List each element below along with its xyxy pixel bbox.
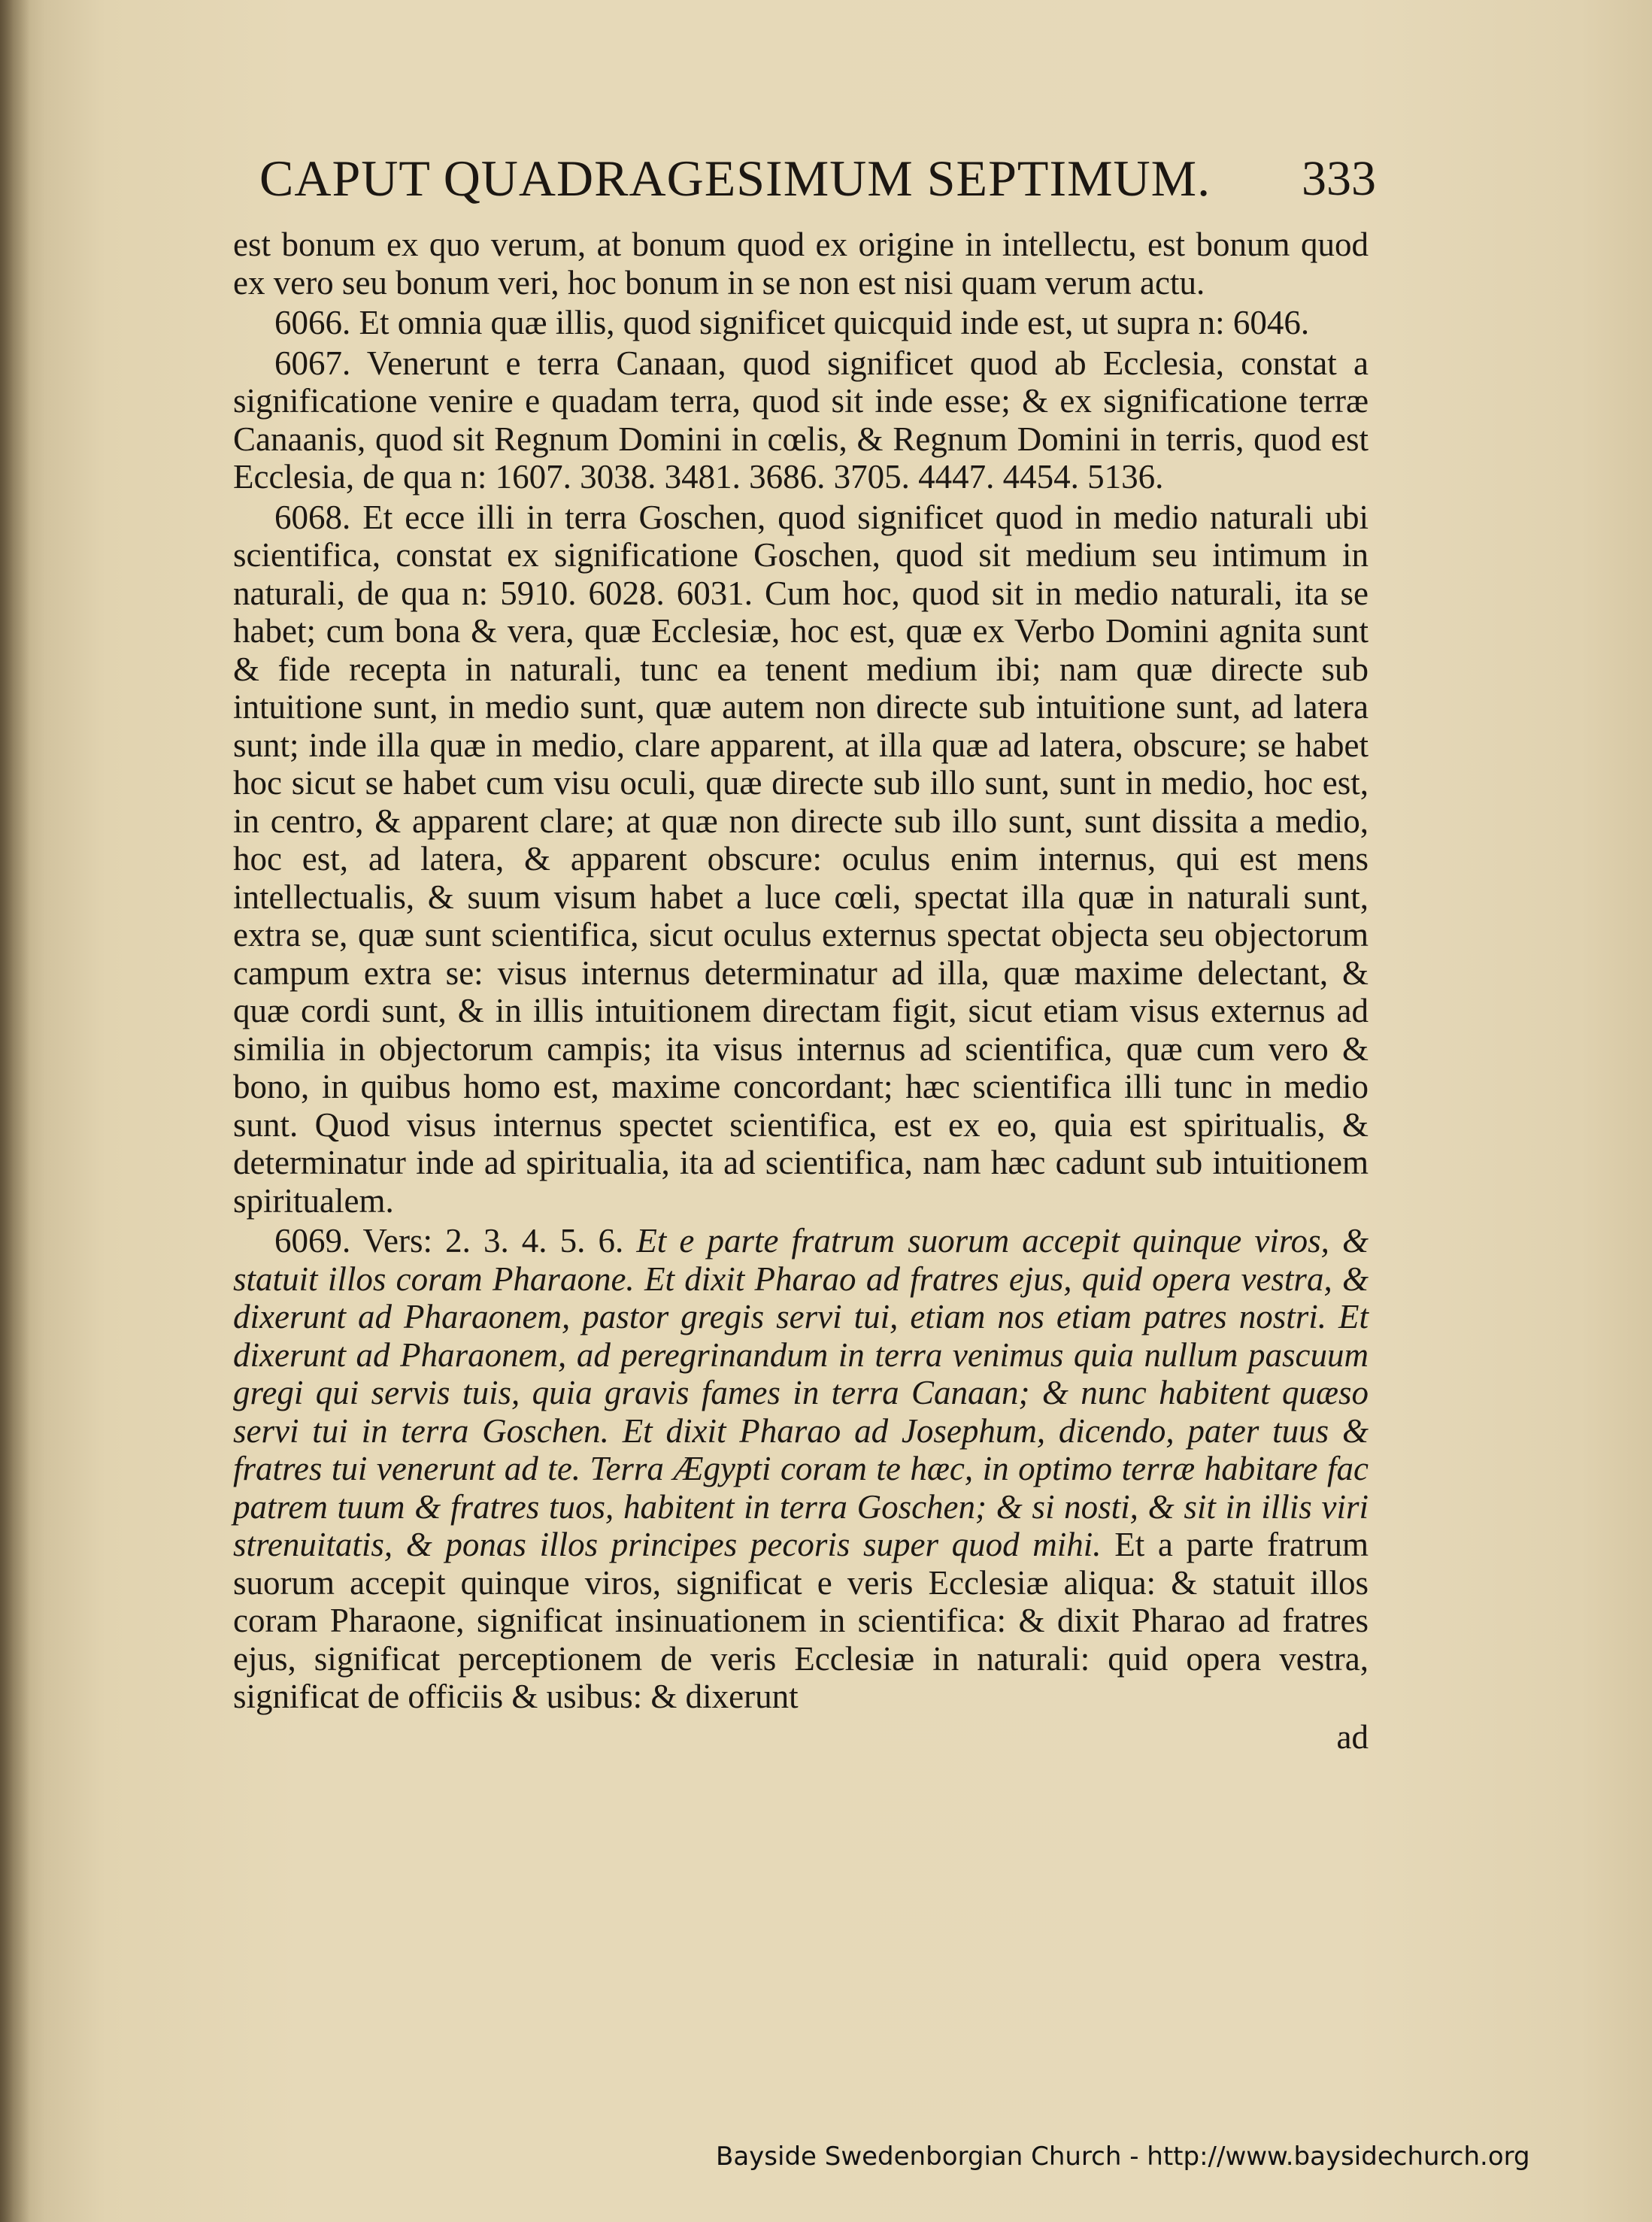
paragraph-6069 (233, 1222, 1369, 1716)
page-number: 333 (1302, 151, 1376, 206)
paragraph-number: 6068. (274, 498, 351, 536)
scripture-quotation: Et e parte fratrum suorum accepit quinque viros, & statuit illos coram Pharaone. Et dixit Pharao ad fratres ejus, quid opera vestra, & dixerunt ad Pharaonem, pastor gregis servi tui, etiam nos etiam patres nostri. Et dixerunt ad Pharaonem, ad peregrinandum in terra venimus quia nullum pascuum gregi qui servis tuis, quia gravis fames in terra Canaan; & nunc habitent quæso servi tui in terra Goschen. Et dixit Pharao ad Josephum, dicendo, pater tuus & fratres tui venerunt ad te. Terra Ægypti coram te hæc, in optimo terræ habitare fac patrem tuum & fratres tuos, habitent in terra Goschen; & si nosti, & sit in illis viri strenuitatis, & ponas illos principes pecoris super quod mihi. (233, 1222, 1369, 1563)
catchword: ad (1336, 1717, 1369, 1756)
running-head (226, 143, 1376, 226)
paragraph-continuation (233, 226, 1369, 302)
paragraph-text: Venerunt e terra Canaan, quod significet quod ab Ecclesia, constat a significatione venire e quadam terra, quod sit inde esse; & ex significatione terræ Canaanis, quod sit Regnum Domini in cœlis, & Regnum Domini in terris, quod est Ecclesia, de qua n: 1607. 3038. 3481. 3686. 3705. 4447. 4454. 5136. (233, 344, 1369, 496)
body-text (226, 226, 1369, 1716)
paragraph-number: 6067. (274, 344, 351, 382)
chapter-title: CAPUT QUADRAGESIMUM SEPTIMUM. (259, 150, 1211, 207)
book-page (226, 143, 1376, 1756)
paragraph-6068 (233, 499, 1369, 1220)
paragraph-6066 (233, 304, 1369, 342)
source-credit: Bayside Swedenborgian Church - http://www.baysidechurch.org (716, 2142, 1530, 2172)
paragraph-number: 6069. (274, 1222, 351, 1260)
paragraph-6067 (233, 344, 1369, 496)
paragraph-text: est bonum ex quo verum, at bonum quod ex origine in intellectu, est bonum quod ex vero seu bonum veri, hoc bonum in se non est nisi quam verum actu. (233, 226, 1369, 302)
paragraph-text: Et omnia quæ illis, quod significet quicquid inde est, ut supra n: 6046. (359, 304, 1310, 341)
verse-reference: Vers: 2. 3. 4. 5. 6. (362, 1222, 624, 1260)
paragraph-text: Et a parte fratrum suorum accepit quinque viros, significat e veris Ecclesiæ aliqua: & statuit illos coram Pharaone, significat insinuationem in scientifica: & dixit Pharao ad fratres ejus, significat perceptionem de veris Ecclesiæ in naturali: quid opera vestra, significat de officiis & usibus: & dixerunt (233, 1526, 1369, 1715)
paragraph-text: Et ecce illi in terra Goschen, quod significet quod in medio naturali ubi scientifica, constat ex significatione Goschen, quod sit medium seu intimum in naturali, de qua n: 5910. 6028. 6031. Cum hoc, quod sit in medio naturali, ita se habet; cum bona & vera, quæ Ecclesiæ, hoc est, quæ ex Verbo Domini agnita sunt & fide recepta in naturali, tunc ea tenent medium ibi; nam quæ directe sub intuitione sunt, in medio sunt, quæ autem non directe sub intuitione sunt, ad latera sunt; inde illa quæ in medio, clare apparent, at illa quæ ad latera, obscure; se habet hoc sicut se habet cum visu oculi, quæ directe sub illo sunt, sunt in medio, hoc est, in centro, & apparent clare; at quæ non directe sub illo sunt, sunt dissita a medio, hoc est, ad latera, & apparent obscure: oculus enim internus, qui est mens intellectualis, & suum visum habet a luce cœli, spectat illa quæ in naturali sunt, extra se, quæ sunt scientifica, sicut oculus externus spectat objecta seu objectorum campum extra se: visus internus determinatur ad illa, quæ maxime delectant, & quæ cordi sunt, & in illis intuitionem directam figit, sicut etiam visus externus ad similia in objectorum campis; ita visus internus ad scientifica, quæ cum vero & bono, in quibus homo est, maxime concordant; hæc scientifica illi tunc in medio sunt. Quod visus internus spectet scientifica, est ex eo, quia est spiritualis, & determinatur inde ad spiritualia, ita ad scientifica, nam hæc cadunt sub intuitionem spiritualem. (233, 498, 1369, 1220)
paragraph-number: 6066. (274, 304, 351, 341)
binding-shadow (0, 0, 30, 2222)
